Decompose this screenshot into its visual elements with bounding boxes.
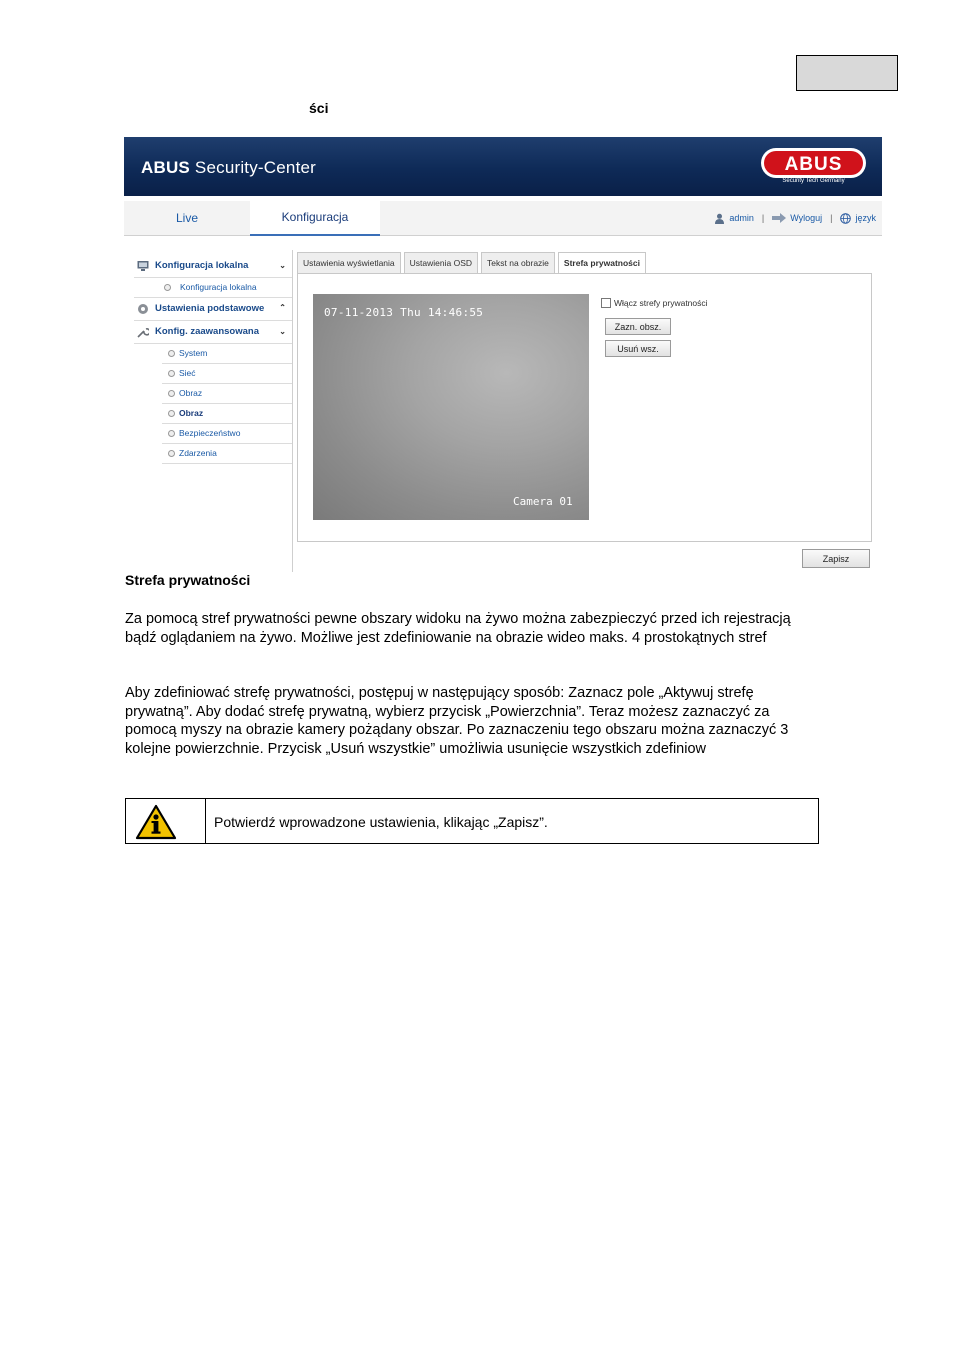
enable-privacy-checkbox[interactable] <box>601 298 611 308</box>
nav-config[interactable]: Konfiguracja <box>250 201 380 236</box>
sidebar-advanced-head-label: Konfig. zaawansowana <box>155 326 259 337</box>
banner-product: Security-Center <box>194 158 317 177</box>
note-box <box>125 798 819 844</box>
chevron-down-icon: ⌄ <box>279 261 286 270</box>
app-banner <box>124 137 882 196</box>
banner-title <box>141 158 316 178</box>
nav-user-area <box>714 201 876 235</box>
sidebar-item-image-active[interactable] <box>162 404 292 424</box>
paragraph-intro <box>125 610 870 647</box>
top-nav <box>124 201 882 236</box>
sidebar <box>134 255 292 464</box>
paragraph-line: prywatną”. Aby dodać strefę prywatną, wybierz przycisk „Powierzchnia”. Teraz możesz zaznaczyć za <box>125 703 770 720</box>
page-number-box <box>796 55 898 91</box>
sidebar-item-label: Bezpieczeństwo <box>179 428 241 438</box>
bullet-icon <box>168 350 175 357</box>
sidebar-item-label: Obraz <box>179 408 204 418</box>
logout-icon <box>772 213 786 223</box>
gear-icon <box>137 303 149 315</box>
video-camera-name: Camera 01 <box>513 495 573 508</box>
clear-all-button[interactable]: Usuń wsz. <box>605 340 671 357</box>
section-title: Strefa prywatności <box>125 572 251 588</box>
bullet-icon <box>168 430 175 437</box>
sidebar-item-local-config[interactable] <box>134 278 292 297</box>
sidebar-local-head-label: Konfiguracja lokalna <box>155 260 249 271</box>
tab-display-settings[interactable]: Ustawienia wyświetlania <box>297 252 401 274</box>
user-icon <box>714 213 725 224</box>
paragraph-line: Aby zdefiniować strefę prywatności, postępuj w następujący sposób: Zaznacz pole „Aktywuj strefę <box>125 685 754 701</box>
warning-info-icon <box>135 804 177 840</box>
monitor-icon <box>137 260 149 272</box>
nav-username[interactable]: admin <box>729 213 754 223</box>
sidebar-item-system[interactable] <box>162 344 292 364</box>
save-button[interactable]: Zapisz <box>802 549 870 568</box>
paragraph-line: kolejne powierzchnie. Przycisk „Usuń wszystkie” umożliwia usunięcie wszystkich zdefiniow <box>125 740 707 757</box>
bullet-icon <box>164 284 171 291</box>
bullet-icon <box>168 390 175 397</box>
bullet-icon <box>168 450 175 457</box>
sidebar-item-label: System <box>179 348 208 358</box>
ui-screenshot <box>124 137 882 573</box>
sidebar-local-config[interactable] <box>134 255 292 278</box>
header-fragment: ści <box>309 100 329 116</box>
paragraph-line: bądź oglądaniem na żywo. Możliwe jest zdefiniowanie na obrazie wideo maks. 4 prostokątnych stref <box>125 629 767 646</box>
video-timestamp: 07-11-2013 Thu 14:46:55 <box>324 306 484 319</box>
sidebar-item-security[interactable] <box>162 424 292 444</box>
nav-live[interactable]: Live <box>175 211 198 225</box>
paragraph-line: pomocą myszy na obrazie kamery pożądany obszar. Po zaznaczeniu tego obszaru można zaznaczyć 3 <box>125 722 789 738</box>
sidebar-item-label: Zdarzenia <box>179 448 217 458</box>
abus-logo-icon <box>760 147 867 179</box>
note-icon-cell <box>126 799 206 843</box>
tab-osd-settings[interactable]: Ustawienia OSD <box>404 252 478 274</box>
nav-separator: | <box>830 213 833 223</box>
nav-logout[interactable]: Wyloguj <box>790 213 823 223</box>
paragraph-line: Za pomocą stref prywatności pewne obszary widoku na żywo można zabezpieczyć przed ich rejestracją <box>125 611 791 627</box>
sidebar-item-label: Obraz <box>179 388 203 398</box>
enable-privacy-label: Włącz strefy prywatności <box>614 298 708 308</box>
nav-language[interactable]: język <box>855 213 876 223</box>
sidebar-item-events[interactable] <box>162 444 292 464</box>
sidebar-item-network[interactable] <box>162 364 292 384</box>
chevron-up-icon: ⌃ <box>279 303 286 312</box>
sidebar-advanced-config[interactable] <box>134 321 292 344</box>
banner-brand: ABUS <box>141 158 190 177</box>
logo-text: ABUS <box>784 154 843 175</box>
sidebar-basic-settings[interactable] <box>134 297 292 321</box>
enable-privacy-row <box>601 298 708 308</box>
bullet-icon <box>168 370 175 377</box>
sidebar-item-label: Konfiguracja lokalna <box>180 282 257 292</box>
nav-separator: | <box>761 213 765 223</box>
sidebar-divider <box>292 250 293 572</box>
note-text: Potwierdź wprowadzone ustawienia, klikając „Zapisz”. <box>214 814 548 830</box>
wrench-icon <box>137 326 149 338</box>
globe-icon <box>840 213 851 224</box>
paragraph-steps <box>125 684 870 758</box>
config-tabs <box>297 252 646 274</box>
sidebar-item-label: Sieć <box>179 368 196 378</box>
logo-tagline: Security Tech Germany <box>782 178 845 184</box>
sidebar-basic-head-label: Ustawienia podstawowe <box>155 303 265 314</box>
chevron-down-icon: ⌄ <box>279 327 286 336</box>
video-preview[interactable] <box>313 294 589 520</box>
tab-text-overlay[interactable]: Tekst na obrazie <box>481 252 555 274</box>
draw-area-button[interactable]: Zazn. obsz. <box>605 318 671 335</box>
tab-privacy-zone[interactable]: Strefa prywatności <box>558 252 646 274</box>
sidebar-item-image[interactable] <box>162 384 292 404</box>
bullet-icon <box>168 410 175 417</box>
